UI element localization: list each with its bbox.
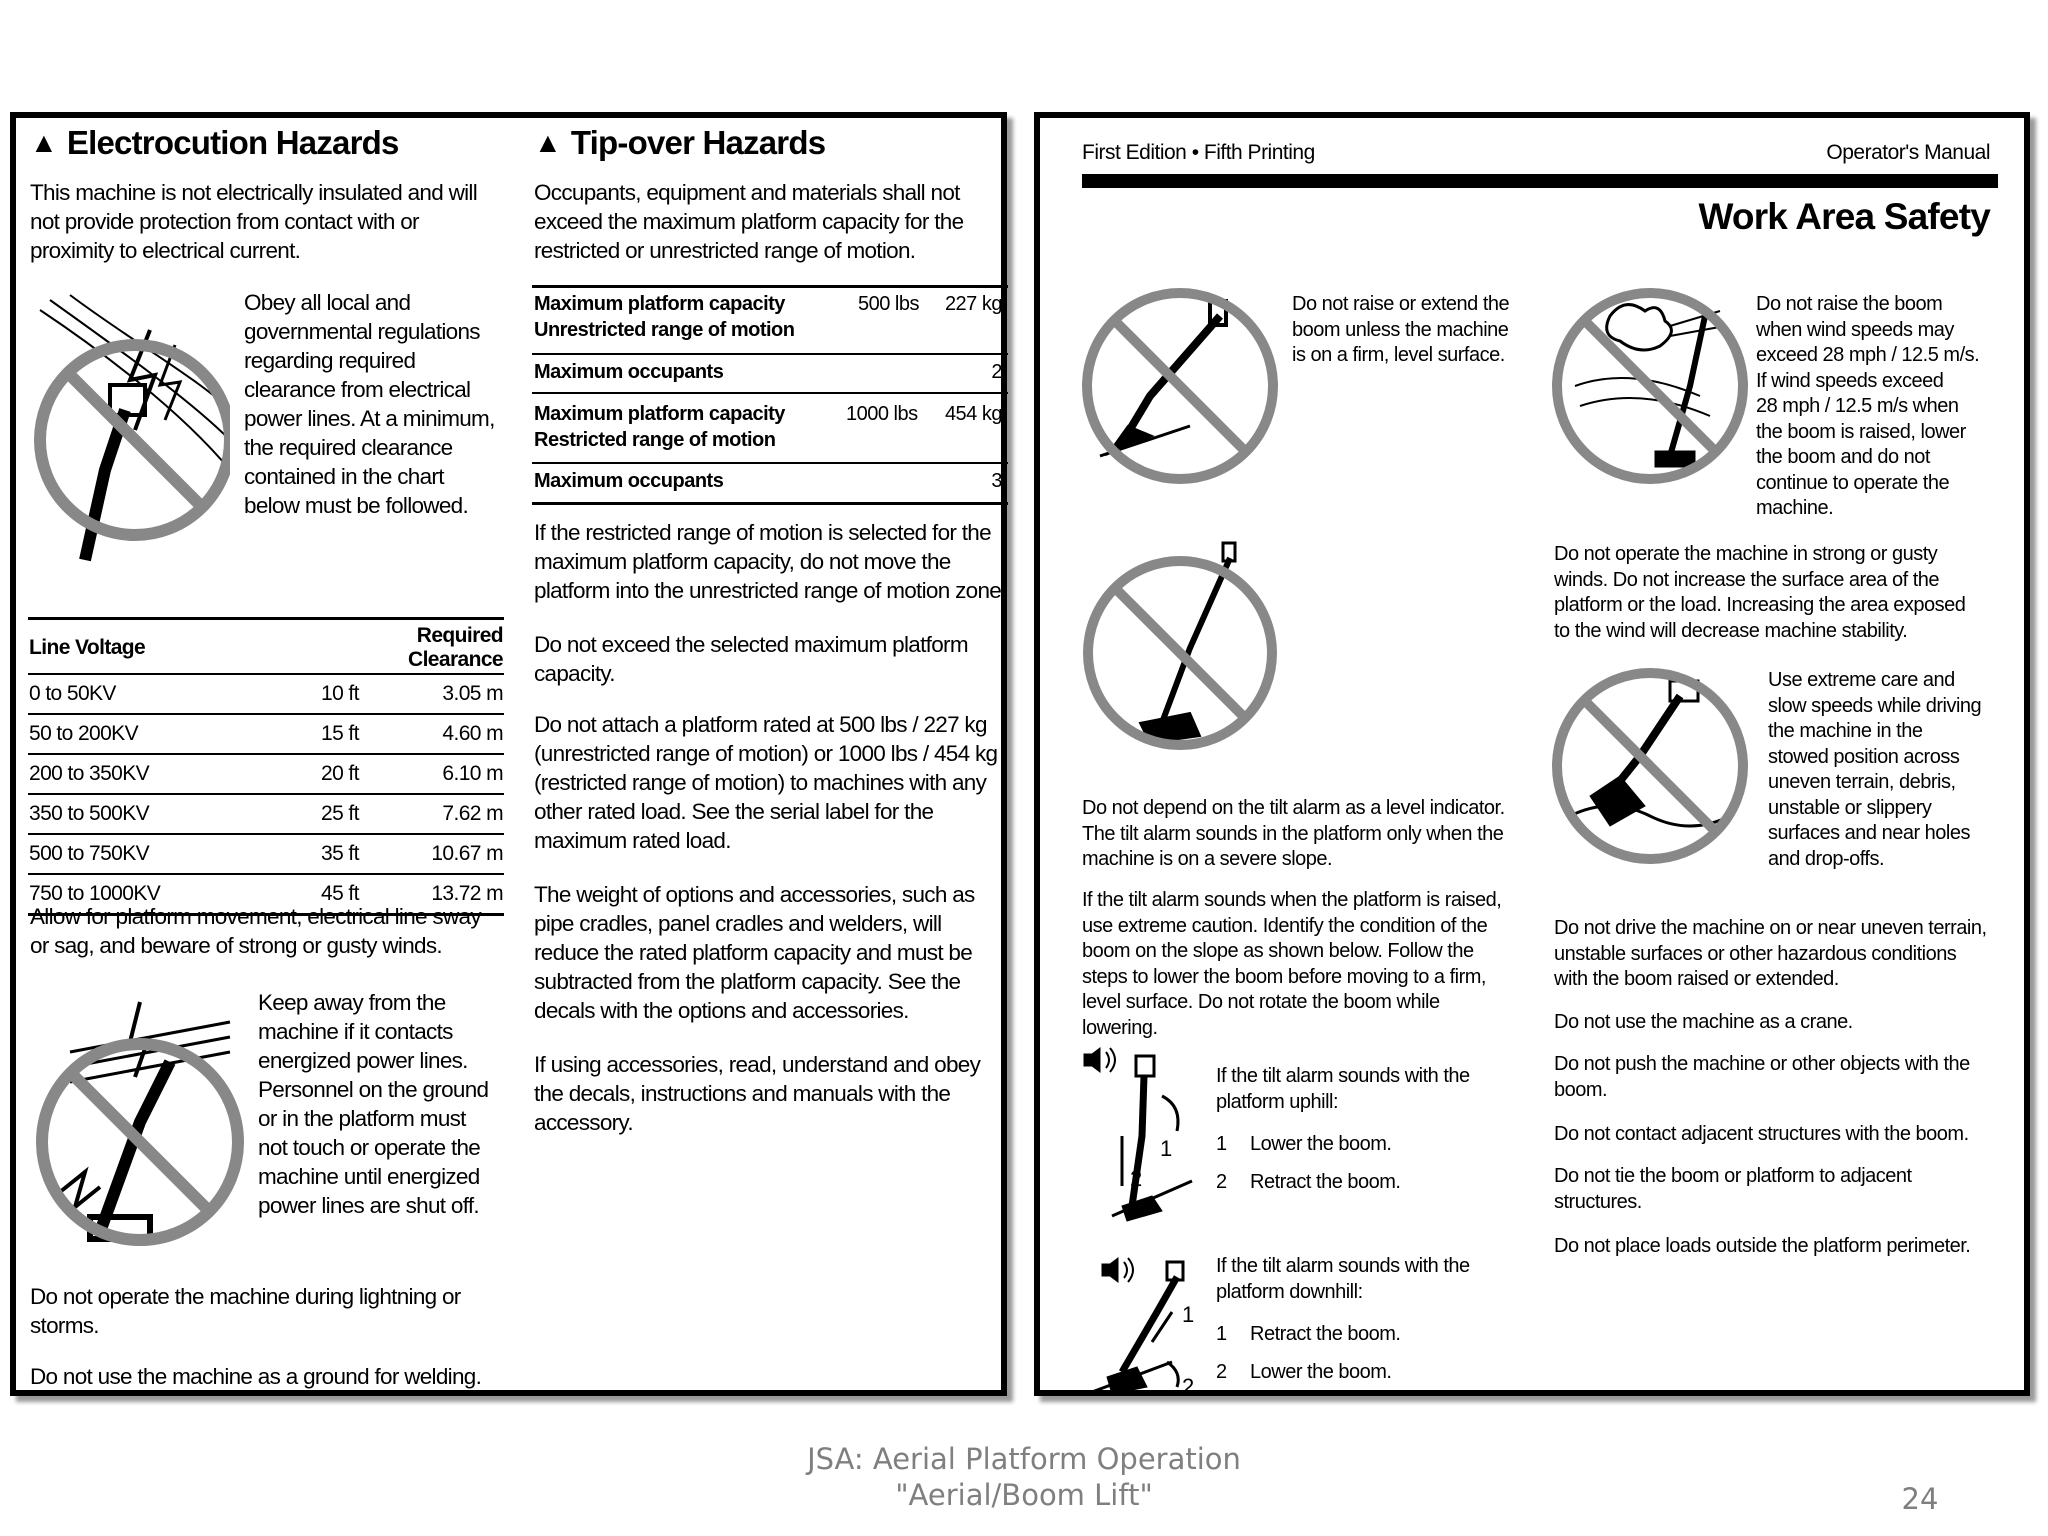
push-text: Do not push the machine or other objects with the boom. xyxy=(1554,1053,1970,1101)
page-title: Work Area Safety xyxy=(1698,196,1990,237)
table-row xyxy=(28,674,504,714)
uneven-terrain-text: Do not drive the machine on or near uneven terrain, unstable surfaces or other hazardous conditions with the boom raised or extended. xyxy=(1554,917,1987,990)
warning-icon: ▲ xyxy=(30,127,57,158)
tilt-alarm-indicator-text: Do not depend on the tilt alarm as a level indicator. The tilt alarm sounds in the platform only when the machine is on a severe slope. xyxy=(1082,797,1505,870)
capacity-restricted-label: Maximum platform capacity Restricted range of motion xyxy=(534,403,785,451)
table-row xyxy=(28,754,504,794)
tip-over-title-text: Tip-over Hazards xyxy=(570,124,826,161)
adjacent-contact-text: Do not contact adjacent structures with the boom. xyxy=(1554,1123,1969,1145)
keep-away-text: Keep away from the machine if it contacts energized power lines. Personnel on the ground or in the platform must not touch or operate the machine until energized power lines are shut off. xyxy=(258,990,489,1218)
uphill-step-two-num: 2 xyxy=(1216,1171,1227,1193)
page-number: 24 xyxy=(1901,1482,1939,1516)
uphill-step-two-number: 2 xyxy=(1130,1166,1143,1191)
uphill-boom-diagram xyxy=(1082,1046,1212,1226)
capacity-unrestricted-label: Maximum platform capacity Unrestricted range of motion xyxy=(534,293,795,341)
uphill-step-one: Lower the boom. xyxy=(1250,1133,1392,1155)
capacity-restricted-kg: 454 kg xyxy=(944,403,1002,425)
footer-title xyxy=(624,1442,1424,1512)
capacity-rule xyxy=(532,462,1008,464)
capacity-unrestricted-kg: 227 kg xyxy=(944,293,1002,315)
table-row xyxy=(28,834,504,874)
tilted-boom-icon xyxy=(1080,538,1280,753)
uneven-terrain-prohibition-icon xyxy=(1550,666,1750,866)
header-bar xyxy=(1082,174,1998,188)
downhill-step-one: Retract the boom. xyxy=(1250,1323,1401,1345)
tip-over-title xyxy=(534,124,825,162)
downhill-step-one-num: 1 xyxy=(1216,1323,1227,1345)
clearance-m-cell: 7.62 m xyxy=(385,794,504,834)
tie-boom-text: Do not tie the boom or platform to adjacent structures. xyxy=(1554,1165,1912,1213)
voltage-cell: 350 to 500KV xyxy=(28,794,320,834)
occupants-restricted-label: Maximum occupants xyxy=(534,470,724,492)
clearance-regulation-text: Obey all local and governmental regulations regarding required clearance from electrical power lines. At a minimum, the required clearance contained in the chart below must be followed. xyxy=(244,290,495,518)
contact-power-lines-prohibition-icon xyxy=(30,992,250,1262)
line-voltage-header: Line Voltage xyxy=(28,623,320,674)
manual-header: Operator's Manual xyxy=(1826,141,1990,164)
loads-outside-text: Do not place loads outside the platform perimeter. xyxy=(1554,1235,1971,1257)
accessories-decals-text: If using accessories, read, understand and obey the decals, instructions and manuals with the accessory. xyxy=(534,1052,981,1135)
electrocution-title xyxy=(30,124,399,162)
clearance-m-cell: 10.67 m xyxy=(385,834,504,874)
uphill-step-two: Retract the boom. xyxy=(1250,1171,1401,1193)
electrocution-title-text: Electrocution Hazards xyxy=(66,124,399,161)
electrocution-intro: This machine is not electrically insulated and will not provide protection from contact with or proximity to electrical current. xyxy=(30,180,478,263)
tip-over-intro: Occupants, equipment and materials shall not exceed the maximum platform capacity for the restricted or unrestricted range of motion. xyxy=(534,180,964,263)
crane-text: Do not use the machine as a crane. xyxy=(1554,1011,1853,1033)
extreme-care-text: Use extreme care and slow speeds while driving the machine in the stowed position across uneven terrain, debris, unstable or slippery surfaces and near holes and drop-offs. xyxy=(1768,669,1982,870)
voltage-cell: 750 to 1000KV xyxy=(28,874,320,915)
table-row xyxy=(28,794,504,834)
clearance-m-cell: 4.60 m xyxy=(385,714,504,754)
footer-line-2: "Aerial/Boom Lift" xyxy=(895,1478,1153,1512)
downhill-step-one-number: 1 xyxy=(1182,1302,1195,1327)
capacity-rule xyxy=(532,353,1008,355)
uphill-heading: If the tilt alarm sounds with the platform uphill: xyxy=(1216,1065,1470,1113)
wind-speed-text: Do not raise the boom when wind speeds may exceed 28 mph / 12.5 m/s. If wind speeds exceed 28 mph / 12.5 m/s when the boom is raised, lower the boom and do not continue to operate the machine. xyxy=(1756,293,1980,519)
capacity-bottom-rule xyxy=(532,502,1008,505)
restricted-range-text: If the restricted range of motion is selected for the maximum platform capacity, do not move the platform into the unrestricted range of motion zone. xyxy=(534,520,1007,603)
line-sway-text: Allow for platform movement, electrical line sway or sag, and beware of strong or gusty winds. xyxy=(30,904,481,958)
slope-raise-prohibition-icon xyxy=(1080,286,1280,486)
platform-rating-text: Do not attach a platform rated at 500 lbs / 227 kg (unrestricted range of motion) or 1000 lbs / 454 kg (restricted range of motion) to machines with any other rated load. See the serial label for the maximum rated load. xyxy=(534,712,998,853)
clearance-ft-cell: 45 ft xyxy=(320,874,385,915)
voltage-cell: 200 to 350KV xyxy=(28,754,320,794)
occupants-restricted-value: 3 xyxy=(991,470,1002,492)
uphill-step-one-num: 1 xyxy=(1216,1133,1227,1155)
clearance-ft-cell: 15 ft xyxy=(320,714,385,754)
gusty-winds-text: Do not operate the machine in strong or gusty winds. Do not increase the surface area of the platform or the load. Increasing the area exposed to the wind will decrease machine stability. xyxy=(1554,543,1966,642)
downhill-step-two-num: 2 xyxy=(1216,1361,1227,1383)
downhill-step-two-number: 2 xyxy=(1182,1374,1195,1399)
capacity-rule xyxy=(532,392,1008,394)
clearance-m-cell: 6.10 m xyxy=(385,754,504,794)
clearance-m-cell: 13.72 m xyxy=(385,874,504,915)
right-manual-page xyxy=(1034,112,2030,1399)
edition-header: First Edition • Fifth Printing xyxy=(1082,141,1315,164)
capacity-restricted-lbs: 1000 lbs xyxy=(846,403,918,425)
left-manual-page xyxy=(10,112,1007,1396)
capacity-unrestricted-lbs: 500 lbs xyxy=(858,293,919,315)
power-line-prohibition-icon xyxy=(30,290,230,590)
voltage-cell: 0 to 50KV xyxy=(28,674,320,714)
clearance-ft-cell: 25 ft xyxy=(320,794,385,834)
clearance-m-cell: 3.05 m xyxy=(385,674,504,714)
uphill-step-one-number: 1 xyxy=(1160,1136,1173,1161)
required-clearance-header: Required Clearance xyxy=(320,623,504,674)
warning-icon: ▲ xyxy=(534,127,561,158)
clearance-ft-cell: 35 ft xyxy=(320,834,385,874)
welding-warning: Do not use the machine as a ground for welding. xyxy=(30,1364,482,1389)
downhill-step-two: Lower the boom. xyxy=(1250,1361,1392,1383)
table-row xyxy=(28,714,504,754)
footer-line-1: JSA: Aerial Platform Operation xyxy=(807,1442,1241,1476)
accessories-weight-text: The weight of options and accessories, such as pipe cradles, panel cradles and welders, will reduce the rated platform capacity and must be subtracted from the platform capacity. See the decals with the options and accessories. xyxy=(534,882,975,1023)
lightning-warning: Do not operate the machine during lightning or storms. xyxy=(30,1284,461,1338)
clearance-table xyxy=(28,623,504,916)
capacity-top-rule xyxy=(532,285,1008,288)
voltage-cell: 50 to 200KV xyxy=(28,714,320,754)
capacity-exceed-text: Do not exceed the selected maximum platform capacity. xyxy=(534,632,968,686)
table-top-rule xyxy=(28,617,504,620)
downhill-heading: If the tilt alarm sounds with the platform downhill: xyxy=(1216,1255,1470,1303)
occupants-unrestricted-value: 2 xyxy=(991,361,1002,383)
downhill-boom-diagram xyxy=(1082,1252,1212,1402)
wind-prohibition-icon xyxy=(1550,286,1750,486)
occupants-unrestricted-label: Maximum occupants xyxy=(534,361,724,383)
tilt-alarm-raised-text: If the tilt alarm sounds when the platform is raised, use extreme caution. Identify the condition of the boom on the slope as shown below. Follow the steps to lower the boom before moving to a firm, level surface. Do not rotate the boom while lowering. xyxy=(1082,889,1502,1039)
clearance-ft-cell: 10 ft xyxy=(320,674,385,714)
voltage-cell: 500 to 750KV xyxy=(28,834,320,874)
clearance-ft-cell: 20 ft xyxy=(320,754,385,794)
firm-level-surface-text: Do not raise or extend the boom unless the machine is on a firm, level surface. xyxy=(1292,293,1510,366)
